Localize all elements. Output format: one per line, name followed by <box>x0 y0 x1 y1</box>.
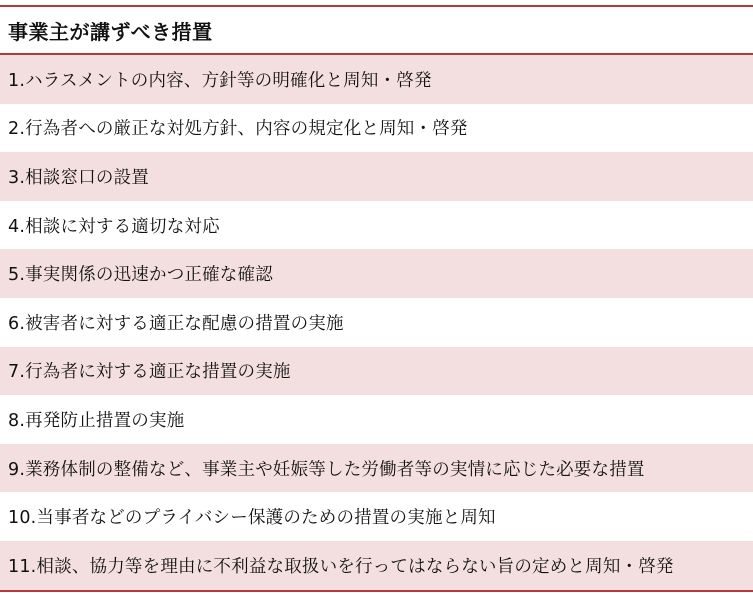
list-item <box>0 152 753 201</box>
list-item <box>0 395 753 444</box>
list-item-text: 4.相談に対する適切な対応 <box>8 216 220 237</box>
list-item <box>0 541 753 590</box>
list-item-text: 11.相談、協力等を理由に不利益な取扱いを行ってはならない旨の定めと周知・啓発 <box>8 556 674 577</box>
list-item-text: 8.再発防止措置の実施 <box>8 410 185 431</box>
list-item <box>0 298 753 347</box>
measures-list <box>0 55 753 590</box>
list-item <box>0 444 753 493</box>
list-item <box>0 104 753 153</box>
list-item <box>0 492 753 541</box>
list-item <box>0 249 753 298</box>
table-title: 事業主が講ずべき措置 <box>8 19 213 44</box>
list-item-text: 5.事実関係の迅速かつ正確な確認 <box>8 265 273 286</box>
list-item-text: 9.業務体制の整備など、事業主や妊娠等した労働者等の実情に応じた必要な措置 <box>8 459 645 480</box>
list-item <box>0 201 753 250</box>
list-item <box>0 55 753 104</box>
bottom-divider <box>0 590 753 592</box>
list-item-text: 3.相談窓口の設置 <box>8 167 149 188</box>
list-item-text: 7.行為者に対する適正な措置の実施 <box>8 362 291 383</box>
list-item <box>0 347 753 396</box>
list-item-text: 1.ハラスメントの内容、方針等の明確化と周知・啓発 <box>8 70 432 91</box>
table-header <box>0 7 753 53</box>
list-item-text: 10.当事者などのプライバシー保護のための措置の実施と周知 <box>8 508 496 529</box>
list-item-text: 2.行為者への厳正な対処方針、内容の規定化と周知・啓発 <box>8 119 468 140</box>
list-item-text: 6.被害者に対する適正な配慮の措置の実施 <box>8 313 344 334</box>
